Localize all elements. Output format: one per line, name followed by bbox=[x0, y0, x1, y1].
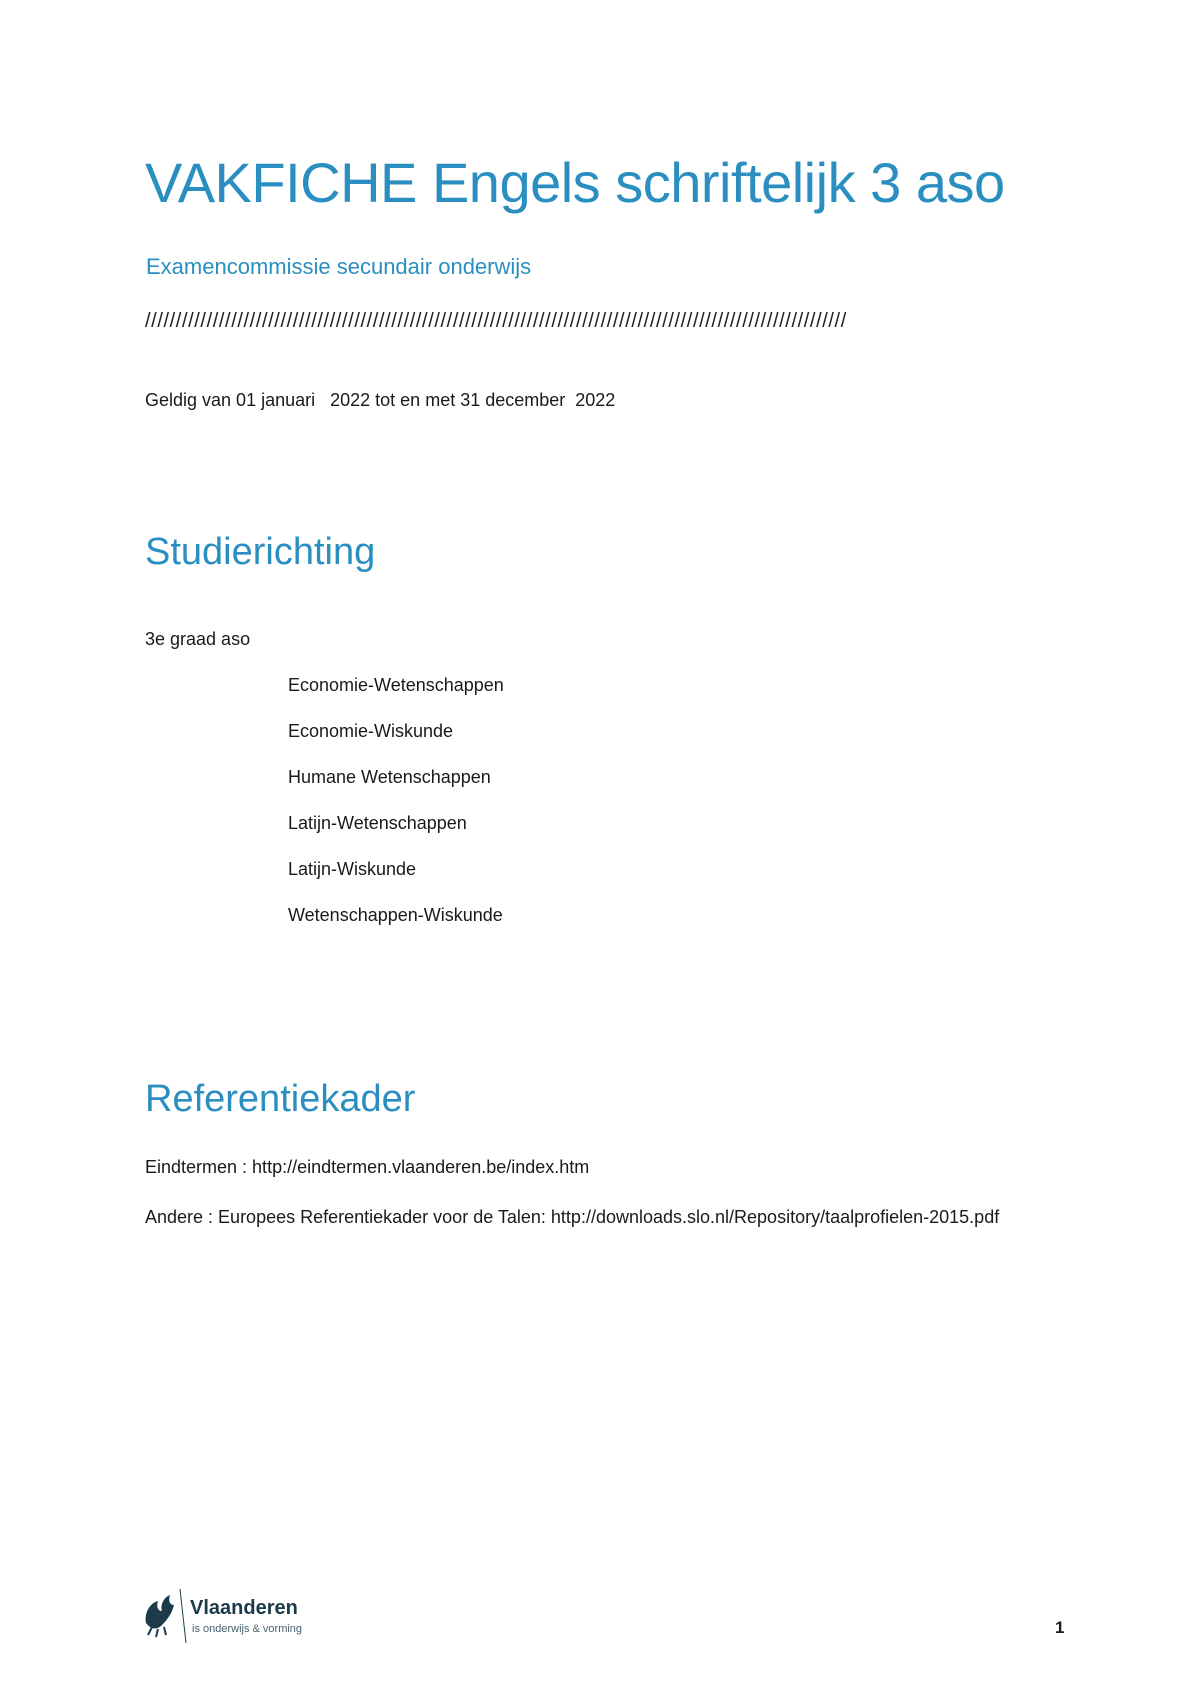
vlaanderen-logo bbox=[138, 1585, 318, 1645]
list-item: Economie-Wetenschappen bbox=[288, 675, 504, 695]
document-title: VAKFICHE Engels schriftelijk 3 aso bbox=[145, 151, 1005, 214]
list-item: Wetenschappen-Wiskunde bbox=[288, 905, 503, 925]
document-subtitle: Examencommissie secundair onderwijs bbox=[146, 254, 532, 279]
graad-label: 3e graad aso bbox=[145, 629, 251, 649]
section-heading-referentiekader: Referentiekader bbox=[145, 1078, 416, 1120]
studierichting-list bbox=[288, 674, 504, 950]
logo-name: Vlaanderen bbox=[190, 1597, 298, 1619]
list-item: Humane Wetenschappen bbox=[288, 767, 491, 787]
eindtermen-reference: Eindtermen : http://eindtermen.vlaanderen.be/index.htm bbox=[145, 1157, 590, 1177]
page-number: 1 bbox=[1055, 1618, 1065, 1637]
andere-reference: Andere : Europees Referentiekader voor de Talen: http://downloads.slo.nl/Repository/taalprofielen-2015.pdf bbox=[145, 1207, 1000, 1227]
logo-subtitle: is onderwijs & vorming bbox=[192, 1623, 303, 1635]
section-heading-studierichting: Studierichting bbox=[145, 531, 376, 573]
slash-divider: ////////////////////////////////////////////////////////////////////////////////////////////////////////////////// bbox=[145, 310, 847, 332]
list-item: Economie-Wiskunde bbox=[288, 721, 454, 741]
list-item: Latijn-Wiskunde bbox=[288, 859, 417, 879]
validity-period: Geldig van 01 januari 2022 tot en met 31 december 2022 bbox=[145, 390, 616, 410]
list-item: Latijn-Wetenschappen bbox=[288, 813, 467, 833]
lion-emblem-icon bbox=[138, 1585, 188, 1645]
